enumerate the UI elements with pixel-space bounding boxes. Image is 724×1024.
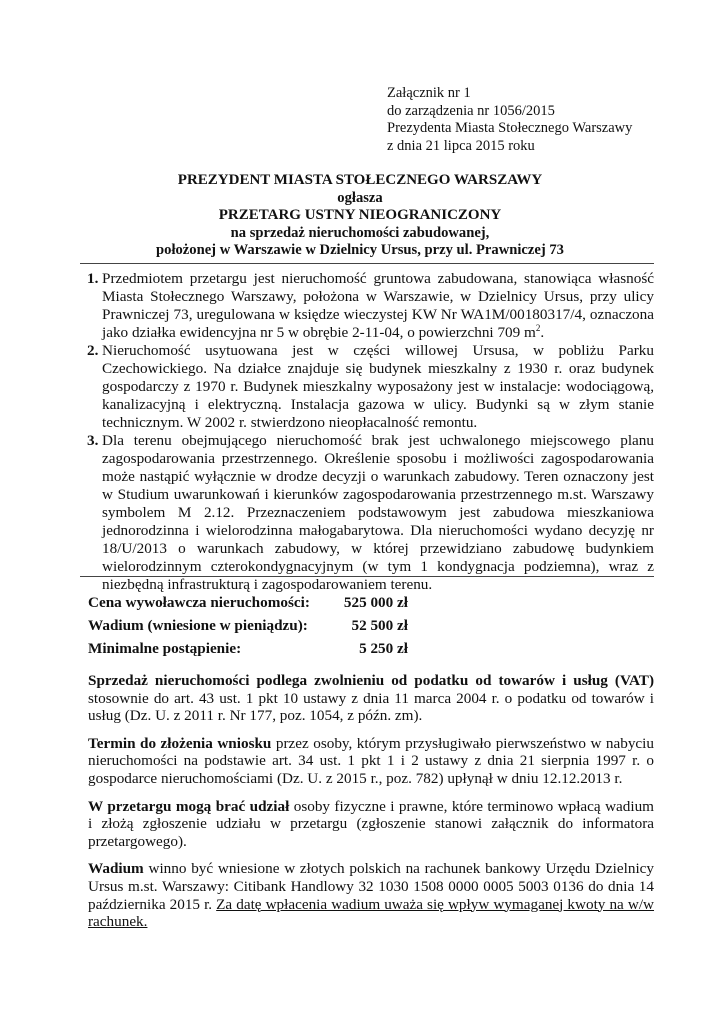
deposit-payment-date-note: Za datę wpłacenia wadium uważa się wpływ wymaganej kwoty na w/w rachunek. — [88, 895, 655, 931]
fee-row-starting-price — [88, 594, 408, 617]
bottom-divider — [80, 576, 654, 577]
deadline-heading: Termin do złożenia wniosku — [88, 734, 272, 752]
document-heading — [80, 172, 640, 260]
deadline-paragraph — [88, 735, 654, 788]
deposit-text: winno być wniesione w złotych polskich na rachunek bankowy Urzędu Dzielnicy Ursus m.st. Warszawy: Citibank Handlowy 32 1030 1508 0000 0005 5003 0136 do dnia 14 października 2015 r. — [88, 860, 654, 913]
fee-value: 52 500 zł — [351, 617, 408, 634]
item-number: 1. — [87, 270, 99, 287]
participants-paragraph — [88, 798, 654, 851]
attachment-reference — [387, 85, 632, 155]
heading-announces: ogłasza — [337, 189, 383, 206]
participants-text: osoby fizyczne i prawne, które terminowo wpłacą wadium i złożą zgłoszenie udziału w przetargu (zgłoszenie stanowi załącznik do informatora przetargowego). — [88, 797, 654, 850]
list-item — [80, 342, 654, 432]
property-description-list — [80, 270, 654, 594]
attachment-line-4: z dnia 21 lipca 2015 roku — [387, 137, 535, 154]
vat-paragraph — [88, 672, 654, 725]
list-item — [80, 270, 654, 342]
fee-row-minimum-increment — [88, 640, 408, 663]
attachment-line-3: Prezydenta Miasta Stołecznego Warszawy — [387, 120, 633, 136]
fee-value: 525 000 zł — [343, 594, 408, 611]
item-number: 2. — [87, 342, 99, 359]
tender-conditions — [88, 672, 654, 941]
vat-text: stosownie do art. 43 ust. 1 pkt 10 ustawy z dnia 11 marca 2004 r. o podatku od towarów i usług (Dz. U. z 2011 r. Nr 177, poz. 1054, z późn. zm). — [88, 689, 654, 725]
heading-issuer: PREZYDENT MIASTA STOŁECZNEGO WARSZAWY — [177, 172, 543, 188]
item-text: Nieruchomość usytuowana jest w części willowej Ursusa, w pobliżu Parku Czechowickiego. Na działce znajduje się budynek mieszkalny z 1930 r. oraz budynek gospodarczy z 1970 r. Budynek mieszkalny wyposażony jest w instalacje: wodociągową, kanalizacyjną i elektryczną. Instalacja gazowa w ulicy. Budynki są w złym stanie technicznym. W 2002 r. stwierdzono nieopłacalność remontu. — [102, 342, 654, 431]
attachment-line-2: do zarządzenia nr 1056/2015 — [387, 102, 555, 119]
item-text-end: . — [540, 324, 545, 341]
fee-value: 5 250 zł — [359, 640, 408, 657]
attachment-line-1: Załącznik nr 1 — [387, 85, 471, 101]
price-summary — [88, 594, 408, 663]
list-item — [80, 432, 654, 594]
deposit-paragraph — [88, 860, 654, 930]
top-divider — [80, 263, 654, 264]
fee-label: Wadium (wniesione w pieniądzu): — [88, 617, 308, 634]
participants-heading: W przetargu mogą brać udział — [88, 797, 290, 815]
fee-label: Minimalne postąpienie: — [88, 640, 242, 657]
heading-tender-type: PRZETARG USTNY NIEOGRANICZONY — [218, 207, 502, 223]
area-unit-superscript: 2 — [535, 322, 541, 333]
fee-row-deposit — [88, 617, 408, 640]
deadline-text: przez osoby, którym przysługiwało pierwszeństwo w nabyciu nieruchomości na podstawie art. 34 ust. 1 pkt 1 i 2 ustawy z dnia 21 sierpnia 1997 r. o gospodarce nieruchomościami (Dz. U. z 2015 r., poz. 782) upłynął w dniu 12.12.2013 r. — [88, 734, 654, 787]
item-text: Dla terenu obejmującego nieruchomość brak jest uchwalonego miejscowego planu zagospodarowania przestrzennego. Określenie sposobu i możliwości zagospodarowania może nastąpić wyłącznie w drodze decyzji o warunkach zabudowy. Teren oznaczony jest w Studium uwarunkowań i kierunków zagospodarowania przestrzennego m.st. Warszawy symbolem M 2.12. Przeznaczeniem podstawowym jest zabudowa mieszkaniowa jednorodzinna i wielorodzinna małogabarytowa. Dla nieruchomości wydano decyzję nr 18/U/2013 o warunkach zabudowy, w której przewidziano zabudowę budynkiem wielorodzinnym czterokondygnacyjnym (w tym 1 kondygnacja podziemna), wraz z niezbędną infrastrukturą i zagospodarowaniem terenu. — [102, 432, 654, 593]
item-number: 3. — [87, 432, 99, 449]
vat-heading: Sprzedaż nieruchomości podlega zwolnieniu od podatku od towarów i usług (VAT) — [88, 672, 654, 689]
heading-subject: na sprzedaż nieruchomości zabudowanej, — [230, 224, 490, 241]
heading-location: położonej w Warszawie w Dzielnicy Ursus, przy ul. Prawniczej 73 — [156, 242, 564, 258]
fee-label: Cena wywoławcza nieruchomości: — [88, 594, 310, 611]
item-text: Przedmiotem przetargu jest nieruchomość gruntowa zabudowana, stanowiąca własność Miasta Stołecznego Warszawy, położona w Warszawie, w Dzielnicy Ursus, przy ulicy Prawniczej 73, uregulowana w księdze wieczystej KW Nr WA1M/00180317/4, oznaczona jako działka ewidencyjna nr 5 w obrębie 2-11-04, o powierzchni 709 m — [102, 270, 654, 341]
deposit-heading: Wadium — [88, 860, 144, 878]
